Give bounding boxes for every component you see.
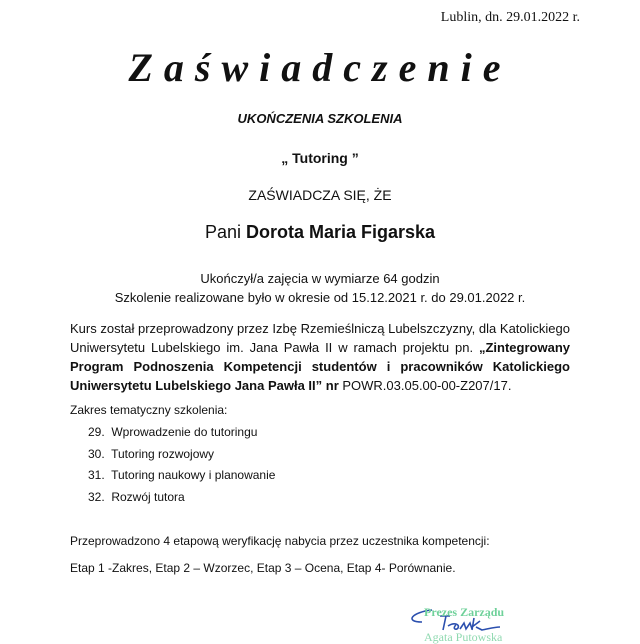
item-number: 32. [88,489,105,504]
recipient [0,222,640,243]
project-name: „Zintegrowany Program Podnoszenia Kompetencji studentów i pracowników Katolickiego Uniwersytetu Lubelskiego Jana Pawła II” nr [70,340,570,393]
stamp-person: Agata Putowska [424,630,503,644]
item-label: Tutoring naukowy i planowanie [111,468,276,482]
document-body [70,319,570,576]
item-label: Rozwój tutora [111,489,185,504]
recipient-name: Dorota Maria Figarska [245,222,436,242]
list-item [88,422,570,444]
hours-line: Ukończył/a zajęcia w wymiarze 64 godzin [200,271,440,286]
document-title: Zaświadczenie [128,45,512,90]
date-line: Lublin, dn. 29.01.2022 r. [440,10,580,25]
stages-text: Etap 1 -Zakres, Etap 2 – Wzorzec, Etap 3 – Ocena, Etap 4- Porównanie. [70,561,456,575]
scope-label: Zakres tematyczny szkolenia: [70,403,228,417]
item-number: 29. [88,425,105,439]
item-label: Wprowadzenie do tutoringu [111,425,258,439]
item-number: 30. [88,446,105,461]
item-label: Tutoring rozwojowy [111,446,215,461]
course-name: „ Tutoring ” [281,150,359,166]
project-number: POWR.03.05.00-00-Z207/17. [338,378,512,393]
item-number: 31. [88,468,105,482]
project-intro: Kurs został przeprowadzony przez Izbę Rzemieślniczą Lubelszczyzny, dla Katolickiego Uniwersytetu Lubelskiego im. Jana Pawła II w ramach projektu pn. [70,321,570,355]
stamp-role: Prezes Zarządu [424,605,505,619]
list-item [88,465,570,487]
signature-stamp [402,605,532,644]
certifies-heading: ZAŚWIADCZA SIĘ, ŻE [248,187,392,203]
verification-text: Przeprowadzono 4 etapową weryfikację nabycia przez uczestnika kompetencji: [70,534,490,548]
list-item [88,487,570,509]
document-subtitle: UKOŃCZENIA SZKOLENIA [237,111,403,126]
list-item [88,444,570,466]
period-line: Szkolenie realizowane było w okresie od 15.12.2021 r. do 29.01.2022 r. [114,290,526,305]
project-paragraph [70,319,570,395]
recipient-prefix: Pani [204,222,241,242]
topics-list [88,422,570,508]
